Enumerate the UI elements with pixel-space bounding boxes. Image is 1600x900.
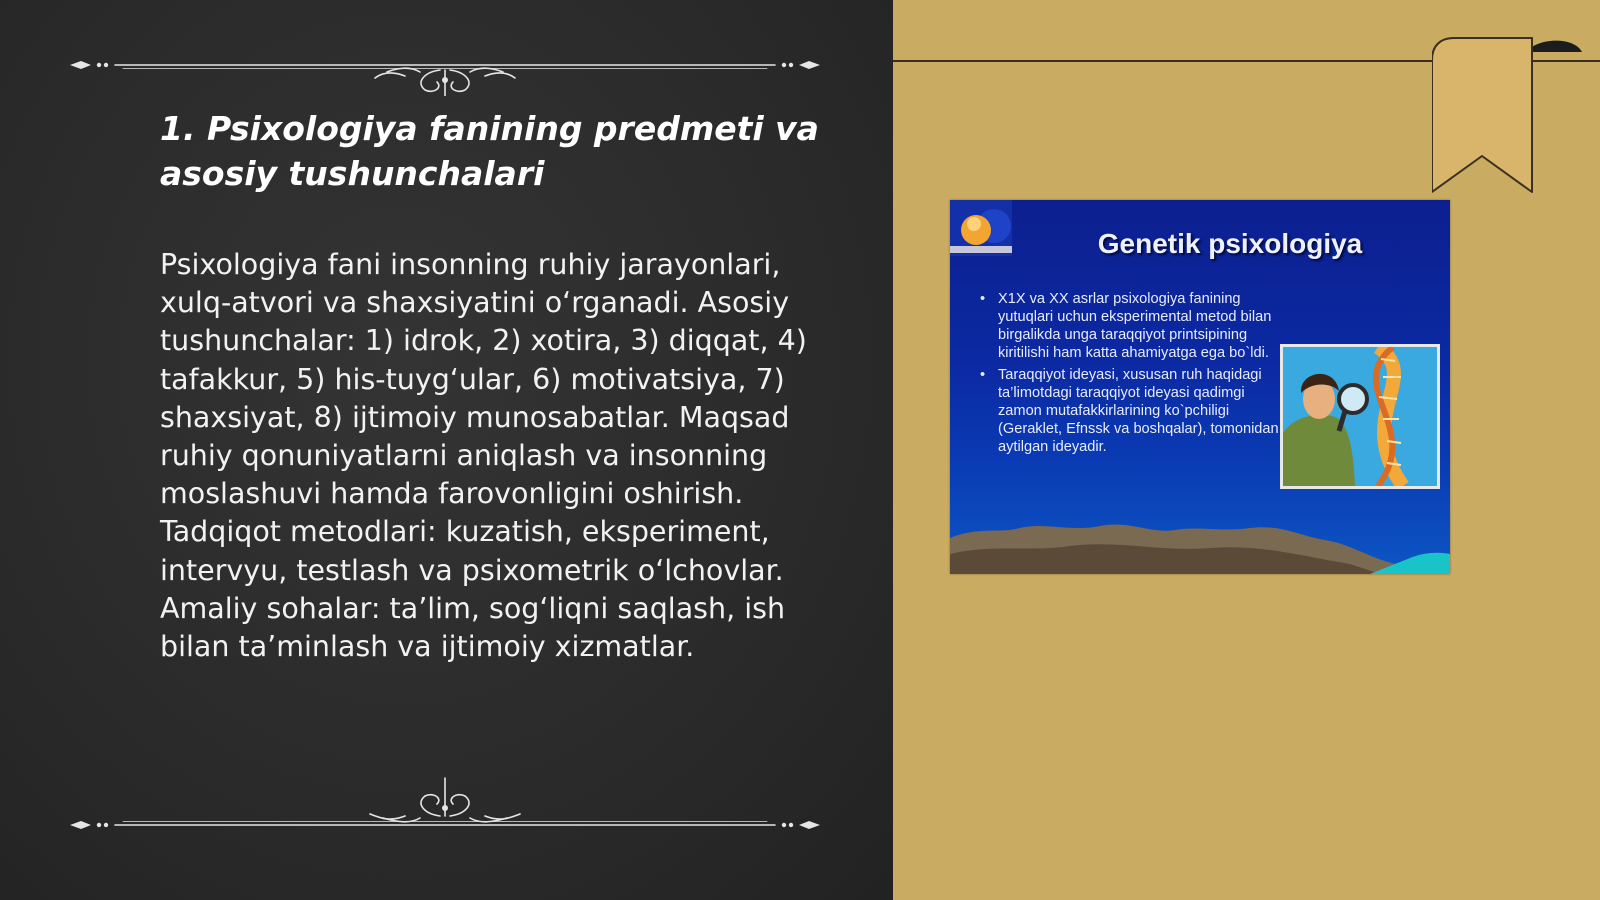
page-title: 1. Psixologiya fanining predmeti va asosiy tushunchalari [160, 109, 819, 193]
mountain-landscape-graphic [950, 518, 1450, 574]
list-item: • Taraqqiyot ideyasi, xususan ruh haqidagi ta’limotdagi taraqqiyot ideyasi qadimgi zamon mutafakkirlarining ko`pchiligi (Geraklet, Efnssk va boshqalar), tomonidan aytilgan ideyadir. [980, 367, 1279, 455]
magnifier-dna-illustration [1280, 344, 1440, 489]
body-paragraph: Psixologiya fani insonning ruhiy jarayonlari, xulq-atvori va shaxsiyatini o‘rganadi. Asosiy tushunchalar: 1) idrok, 2) xotira, 3) diqqat, 4) tafakkur, 5) his-tuyg‘ular, 6) motivatsiya, 7) shaxsiyat, 8) ijtimoiy munosabatlar. Maqsad ruhiy qonuniyatlarni aniqlash va insonning moslashuvi hamda farovonligini oshirish. Tadqiqot metodlari: kuzatish, eksperiment, intervyu, testlash va psixometrik o‘lchovlar. Amaliy sohalar: ta’lim, sog‘liqni saqlash, ish bilan ta’minlash va ijtimoiy xizmatlar. [160, 248, 807, 664]
embedded-slide-bullets [970, 290, 1280, 460]
list-item: • X1X va XX asrlar psixologiya fanining yutuqlari uchun eksperimental metod bilan birgalikda unga taraqqiyot printsipining kiritilishi ham katta ahamiyatga ega bo`ldi. [980, 291, 1272, 361]
embedded-slide-title: Genetik psixologiya [1097, 228, 1363, 259]
scroll-divider-icon [65, 36, 825, 96]
globe-logo-icon [950, 200, 1012, 256]
embedded-slide-image [950, 200, 1450, 574]
scroll-divider-icon [65, 772, 825, 832]
bookmark-ribbon-icon [1432, 36, 1592, 198]
